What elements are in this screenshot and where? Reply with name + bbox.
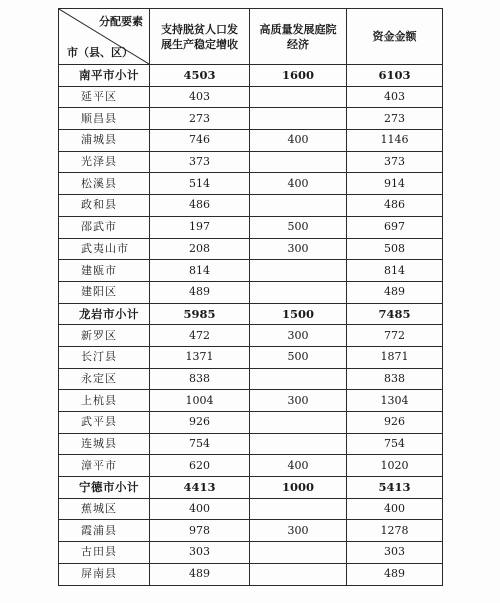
courtyard-economy-cell: [250, 542, 347, 564]
courtyard-economy-cell: 1500: [250, 303, 347, 325]
fund-amount-cell: 1871: [347, 346, 443, 368]
poverty-income-cell: 197: [150, 216, 250, 238]
subtotal-row: [59, 303, 443, 325]
poverty-income-cell: 5985: [150, 303, 250, 325]
table-row: [59, 325, 443, 347]
fund-amount-cell: 273: [347, 108, 443, 130]
poverty-income-cell: 4503: [150, 65, 250, 87]
county-cell: 延平区: [59, 86, 150, 108]
courtyard-economy-cell: 300: [250, 325, 347, 347]
header-corner-cell: [59, 9, 150, 65]
table-row: [59, 238, 443, 260]
county-cell: 漳平市: [59, 455, 150, 477]
county-cell: 光泽县: [59, 151, 150, 173]
county-cell: 顺昌县: [59, 108, 150, 130]
courtyard-economy-cell: [250, 86, 347, 108]
table-row: [59, 281, 443, 303]
fund-amount-cell: 697: [347, 216, 443, 238]
courtyard-economy-cell: [250, 563, 347, 585]
courtyard-economy-cell: [250, 195, 347, 217]
courtyard-economy-cell: [250, 151, 347, 173]
courtyard-economy-cell: 1000: [250, 477, 347, 499]
county-cell: 古田县: [59, 542, 150, 564]
courtyard-economy-cell: [250, 281, 347, 303]
poverty-income-cell: 746: [150, 130, 250, 152]
poverty-income-cell: 620: [150, 455, 250, 477]
fund-amount-cell: 926: [347, 412, 443, 434]
county-cell: 屏南县: [59, 563, 150, 585]
county-cell: 浦城县: [59, 130, 150, 152]
fund-allocation-table: [58, 8, 443, 586]
poverty-income-cell: 489: [150, 563, 250, 585]
subtotal-row: [59, 65, 443, 87]
poverty-income-cell: 814: [150, 260, 250, 282]
courtyard-economy-cell: [250, 368, 347, 390]
courtyard-economy-cell: 500: [250, 346, 347, 368]
courtyard-economy-cell: [250, 433, 347, 455]
table-row: [59, 173, 443, 195]
header-poverty-income: 支持脱贫人口发展生产稳定增收: [150, 9, 250, 65]
table-row: [59, 412, 443, 434]
poverty-income-cell: 400: [150, 498, 250, 520]
table-row: [59, 108, 443, 130]
courtyard-economy-cell: [250, 412, 347, 434]
table-row: [59, 520, 443, 542]
county-cell: 邵武市: [59, 216, 150, 238]
header-fund-amount: 资金金额: [347, 9, 443, 65]
poverty-income-cell: 472: [150, 325, 250, 347]
table-row: [59, 130, 443, 152]
county-cell: 宁德市小计: [59, 477, 150, 499]
poverty-income-cell: 303: [150, 542, 250, 564]
county-cell: 上杭县: [59, 390, 150, 412]
fund-amount-cell: 838: [347, 368, 443, 390]
county-cell: 霞浦县: [59, 520, 150, 542]
subtotal-row: [59, 477, 443, 499]
fund-amount-cell: 400: [347, 498, 443, 520]
fund-amount-cell: 1146: [347, 130, 443, 152]
poverty-income-cell: 486: [150, 195, 250, 217]
courtyard-economy-cell: 1600: [250, 65, 347, 87]
poverty-income-cell: 514: [150, 173, 250, 195]
table-row: [59, 498, 443, 520]
county-cell: 新罗区: [59, 325, 150, 347]
fund-amount-cell: 1278: [347, 520, 443, 542]
table-row: [59, 216, 443, 238]
table-row: [59, 455, 443, 477]
fund-amount-cell: 1020: [347, 455, 443, 477]
courtyard-economy-cell: [250, 108, 347, 130]
fund-amount-cell: 914: [347, 173, 443, 195]
table-row: [59, 86, 443, 108]
fund-amount-cell: 508: [347, 238, 443, 260]
table-row: [59, 195, 443, 217]
poverty-income-cell: 926: [150, 412, 250, 434]
poverty-income-cell: 754: [150, 433, 250, 455]
poverty-income-cell: 273: [150, 108, 250, 130]
courtyard-economy-cell: 300: [250, 390, 347, 412]
header-courtyard-economy: 高质量发展庭院经济: [250, 9, 347, 65]
table-row: [59, 390, 443, 412]
fund-amount-cell: 5413: [347, 477, 443, 499]
table-row: [59, 563, 443, 585]
poverty-income-cell: 4413: [150, 477, 250, 499]
fund-amount-cell: 754: [347, 433, 443, 455]
poverty-income-cell: 208: [150, 238, 250, 260]
table-row: [59, 368, 443, 390]
county-cell: 松溪县: [59, 173, 150, 195]
fund-amount-cell: 1304: [347, 390, 443, 412]
fund-amount-cell: 7485: [347, 303, 443, 325]
table-row: [59, 542, 443, 564]
poverty-income-cell: 1004: [150, 390, 250, 412]
poverty-income-cell: 403: [150, 86, 250, 108]
poverty-income-cell: 978: [150, 520, 250, 542]
poverty-income-cell: 373: [150, 151, 250, 173]
fund-amount-cell: 486: [347, 195, 443, 217]
courtyard-economy-cell: 400: [250, 130, 347, 152]
header-allocation-factor: 分配要素: [99, 15, 143, 28]
fund-amount-cell: 403: [347, 86, 443, 108]
courtyard-economy-cell: [250, 260, 347, 282]
county-cell: 武平县: [59, 412, 150, 434]
table-row: [59, 260, 443, 282]
fund-amount-cell: 489: [347, 563, 443, 585]
fund-amount-cell: 303: [347, 542, 443, 564]
county-cell: 连城县: [59, 433, 150, 455]
header-county-label: 市（县、区）: [67, 46, 133, 59]
table-row: [59, 346, 443, 368]
county-cell: 武夷山市: [59, 238, 150, 260]
courtyard-economy-cell: 400: [250, 173, 347, 195]
table-header-row: [59, 9, 443, 65]
county-cell: 长汀县: [59, 346, 150, 368]
county-cell: 蕉城区: [59, 498, 150, 520]
county-cell: 建瓯市: [59, 260, 150, 282]
courtyard-economy-cell: 300: [250, 238, 347, 260]
courtyard-economy-cell: 500: [250, 216, 347, 238]
fund-amount-cell: 373: [347, 151, 443, 173]
poverty-income-cell: 838: [150, 368, 250, 390]
fund-amount-cell: 6103: [347, 65, 443, 87]
county-cell: 龙岩市小计: [59, 303, 150, 325]
poverty-income-cell: 489: [150, 281, 250, 303]
courtyard-economy-cell: [250, 498, 347, 520]
fund-amount-cell: 814: [347, 260, 443, 282]
table-row: [59, 151, 443, 173]
county-cell: 永定区: [59, 368, 150, 390]
fund-amount-cell: 489: [347, 281, 443, 303]
fund-amount-cell: 772: [347, 325, 443, 347]
courtyard-economy-cell: 300: [250, 520, 347, 542]
county-cell: 建阳区: [59, 281, 150, 303]
county-cell: 政和县: [59, 195, 150, 217]
county-cell: 南平市小计: [59, 65, 150, 87]
poverty-income-cell: 1371: [150, 346, 250, 368]
courtyard-economy-cell: 400: [250, 455, 347, 477]
table-row: [59, 433, 443, 455]
